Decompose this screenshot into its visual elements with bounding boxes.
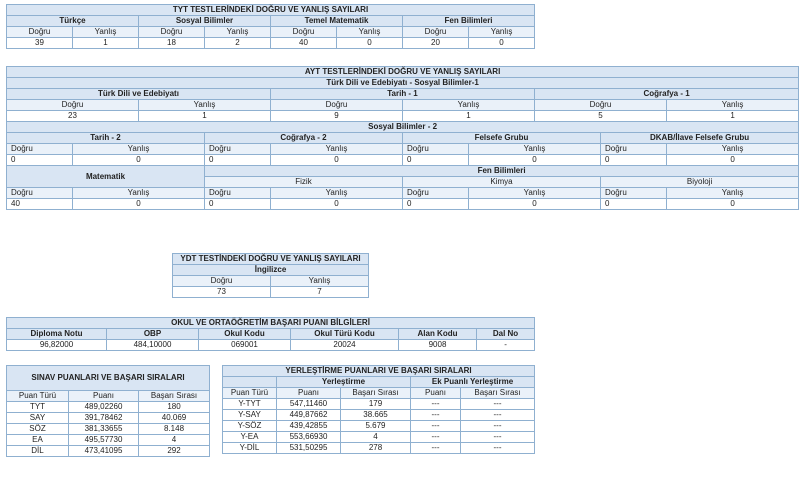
- okul-header: Okul Kodu: [199, 329, 291, 340]
- yanlis-value: 0: [271, 155, 403, 166]
- ek-puanli-subheader: Ek Puanlı Yerleştirme: [411, 377, 535, 388]
- dogru-value: 0: [403, 155, 469, 166]
- ek-puan-value: ---: [411, 432, 461, 443]
- dogru-label: Doğru: [173, 276, 271, 287]
- puan-value: 547,11460: [277, 399, 341, 410]
- yanlis-label: Yanlış: [469, 144, 601, 155]
- dogru-label: Doğru: [535, 100, 667, 111]
- tyt-title: TYT TESTLERİNDEKİ DOĞRU VE YANLIŞ SAYILARI: [7, 5, 535, 16]
- ayt-group-title: Sosyal Bilimler - 2: [7, 122, 799, 133]
- ek-sira-value: ---: [461, 410, 535, 421]
- yanlis-value: 0: [469, 199, 601, 210]
- puan-value: 553,66930: [277, 432, 341, 443]
- yanlis-value: 1: [667, 111, 799, 122]
- yerlestirme-header: Puanı: [277, 388, 341, 399]
- dogru-value: 39: [7, 38, 73, 49]
- dogru-label: Doğru: [205, 144, 271, 155]
- ek-sira-value: ---: [461, 399, 535, 410]
- dogru-label: Doğru: [271, 100, 403, 111]
- puan-value: 489,02260: [69, 402, 139, 413]
- puan-value: 495,57730: [69, 435, 139, 446]
- yanlis-value: 1: [73, 38, 139, 49]
- ek-sira-value: ---: [461, 443, 535, 454]
- dogru-label: Doğru: [601, 144, 667, 155]
- yanlis-label: Yanlış: [469, 27, 535, 38]
- yanlis-value: 1: [403, 111, 535, 122]
- dogru-value: 0: [601, 199, 667, 210]
- yanlis-label: Yanlış: [73, 144, 205, 155]
- puan-turu: TYT: [7, 402, 69, 413]
- sira-value: 179: [341, 399, 411, 410]
- puan-turu: Y-SAY: [223, 410, 277, 421]
- yanlis-label: Yanlış: [667, 188, 799, 199]
- puan-turu: Y-DİL: [223, 443, 277, 454]
- yerlestirme-header: Başarı Sırası: [461, 388, 535, 399]
- dogru-value: 0: [205, 155, 271, 166]
- ayt-title: AYT TESTLERİNDEKİ DOĞRU VE YANLIŞ SAYILARI: [7, 67, 799, 78]
- dogru-label: Doğru: [7, 188, 73, 199]
- ek-puan-value: ---: [411, 410, 461, 421]
- dogru-value: 73: [173, 287, 271, 298]
- yanlis-label: Yanlış: [271, 276, 369, 287]
- yerlestirme-header: Puanı: [411, 388, 461, 399]
- ayt-group-title: Türk Dili ve Edebiyatı - Sosyal Bilimler-1: [7, 78, 799, 89]
- okul-turu-kodu-value: 20024: [291, 340, 399, 351]
- yanlis-value: 2: [205, 38, 271, 49]
- puan-turu: Y-EA: [223, 432, 277, 443]
- dogru-value: 40: [271, 38, 337, 49]
- yanlis-value: 0: [73, 155, 205, 166]
- okul-header: Dal No: [477, 329, 535, 340]
- dogru-label: Doğru: [601, 188, 667, 199]
- ydt-title: YDT TESTİNDEKİ DOĞRU VE YANLIŞ SAYILARI: [173, 254, 369, 265]
- puan-turu: Y-TYT: [223, 399, 277, 410]
- yanlis-value: 1: [139, 111, 271, 122]
- ayt-subject: Tarih - 1: [271, 89, 535, 100]
- dogru-value: 0: [403, 199, 469, 210]
- dogru-label: Doğru: [7, 144, 73, 155]
- yanlis-value: 0: [469, 38, 535, 49]
- okul-title: OKUL VE ORTAÖĞRETİM BAŞARI PUANI BİLGİLERİ: [7, 318, 535, 329]
- puan-turu: Y-SÖZ: [223, 421, 277, 432]
- puan-value: 391,78462: [69, 413, 139, 424]
- yanlis-label: Yanlış: [403, 100, 535, 111]
- yanlis-label: Yanlış: [337, 27, 403, 38]
- sinav-puanlari-table: [6, 365, 210, 457]
- tyt-subject: Fen Bilimleri: [403, 16, 535, 27]
- okul-header: Alan Kodu: [399, 329, 477, 340]
- sira-value: 5.679: [341, 421, 411, 432]
- dogru-label: Doğru: [7, 100, 139, 111]
- ydt-subject: İngilizce: [173, 265, 369, 276]
- puan-value: 449,87662: [277, 410, 341, 421]
- sira-value: 40.069: [139, 413, 210, 424]
- puan-value: 531,50295: [277, 443, 341, 454]
- dogru-label: Doğru: [403, 144, 469, 155]
- yanlis-value: 0: [469, 155, 601, 166]
- matematik-header: Matematik: [7, 166, 205, 188]
- diploma-notu-value: 96,82000: [7, 340, 107, 351]
- dogru-value: 18: [139, 38, 205, 49]
- yanlis-value: 0: [73, 199, 205, 210]
- puan-turu: SAY: [7, 413, 69, 424]
- puan-value: 473,41095: [69, 446, 139, 457]
- ayt-subject: Tarih - 2: [7, 133, 205, 144]
- spacer-cell: [223, 377, 277, 388]
- ayt-subject: Fizik: [205, 177, 403, 188]
- yerlestirme-header: Puan Türü: [223, 388, 277, 399]
- dogru-label: Doğru: [205, 188, 271, 199]
- okul-kodu-value: 069001: [199, 340, 291, 351]
- tyt-table: [6, 4, 535, 49]
- dogru-value: 9: [271, 111, 403, 122]
- puan-value: 439,42855: [277, 421, 341, 432]
- puan-turu: SÖZ: [7, 424, 69, 435]
- yanlis-value: 7: [271, 287, 369, 298]
- yanlis-value: 0: [271, 199, 403, 210]
- tyt-subject: Temel Matematik: [271, 16, 403, 27]
- dogru-label: Doğru: [271, 27, 337, 38]
- okul-header: OBP: [107, 329, 199, 340]
- yanlis-label: Yanlış: [205, 27, 271, 38]
- puan-turu: EA: [7, 435, 69, 446]
- ek-puan-value: ---: [411, 443, 461, 454]
- ek-puan-value: ---: [411, 399, 461, 410]
- dogru-value: 0: [205, 199, 271, 210]
- sinav-header: Puanı: [69, 391, 139, 402]
- ayt-table: [6, 66, 799, 210]
- puan-value: 381,33655: [69, 424, 139, 435]
- dogru-label: Doğru: [403, 188, 469, 199]
- sira-value: 4: [341, 432, 411, 443]
- yanlis-value: 0: [337, 38, 403, 49]
- sinav-header: Puan Türü: [7, 391, 69, 402]
- ayt-subject: Biyoloji: [601, 177, 799, 188]
- ayt-subject: Coğrafya - 2: [205, 133, 403, 144]
- yanlis-label: Yanlış: [271, 144, 403, 155]
- dal-no-value: -: [477, 340, 535, 351]
- ayt-subject: Felsefe Grubu: [403, 133, 601, 144]
- sira-value: 38.665: [341, 410, 411, 421]
- tyt-subject: Türkçe: [7, 16, 139, 27]
- obp-value: 484,10000: [107, 340, 199, 351]
- yanlis-value: 0: [667, 155, 799, 166]
- yerlestirme-table: [222, 365, 535, 454]
- yerlestirme-header: Başarı Sırası: [341, 388, 411, 399]
- okul-header: Okul Türü Kodu: [291, 329, 399, 340]
- sira-value: 292: [139, 446, 210, 457]
- sinav-header: Başarı Sırası: [139, 391, 210, 402]
- yanlis-label: Yanlış: [667, 144, 799, 155]
- dogru-label: Doğru: [139, 27, 205, 38]
- okul-header: Diploma Notu: [7, 329, 107, 340]
- yerlestirme-title: YERLEŞTİRME PUANLARI VE BAŞARI SIRALARI: [223, 366, 535, 377]
- yerlestirme-subheader: Yerleştirme: [277, 377, 411, 388]
- sira-value: 4: [139, 435, 210, 446]
- ek-sira-value: ---: [461, 421, 535, 432]
- alan-kodu-value: 9008: [399, 340, 477, 351]
- yanlis-value: 0: [667, 199, 799, 210]
- yanlis-label: Yanlış: [73, 188, 205, 199]
- yanlis-label: Yanlış: [469, 188, 601, 199]
- ayt-subject: Türk Dili ve Edebiyatı: [7, 89, 271, 100]
- ayt-subject: Kimya: [403, 177, 601, 188]
- tyt-subject: Sosyal Bilimler: [139, 16, 271, 27]
- yanlis-label: Yanlış: [139, 100, 271, 111]
- dogru-value: 20: [403, 38, 469, 49]
- dogru-value: 5: [535, 111, 667, 122]
- okul-table: [6, 317, 535, 351]
- dogru-label: Doğru: [7, 27, 73, 38]
- ydt-table: [172, 253, 369, 298]
- dogru-value: 23: [7, 111, 139, 122]
- yanlis-label: Yanlış: [271, 188, 403, 199]
- dogru-label: Doğru: [403, 27, 469, 38]
- ek-puan-value: ---: [411, 421, 461, 432]
- sira-value: 278: [341, 443, 411, 454]
- yanlis-label: Yanlış: [73, 27, 139, 38]
- dogru-value: 0: [601, 155, 667, 166]
- dogru-value: 40: [7, 199, 73, 210]
- ayt-subject: Coğrafya - 1: [535, 89, 799, 100]
- puan-turu: DİL: [7, 446, 69, 457]
- ek-sira-value: ---: [461, 432, 535, 443]
- yanlis-label: Yanlış: [667, 100, 799, 111]
- ayt-subject: DKAB/İlave Felsefe Grubu: [601, 133, 799, 144]
- sira-value: 180: [139, 402, 210, 413]
- sinav-title: SINAV PUANLARI VE BAŞARI SIRALARI: [7, 366, 210, 391]
- dogru-value: 0: [7, 155, 73, 166]
- fen-bilimleri-header: Fen Bilimleri: [205, 166, 799, 177]
- sira-value: 8.148: [139, 424, 210, 435]
